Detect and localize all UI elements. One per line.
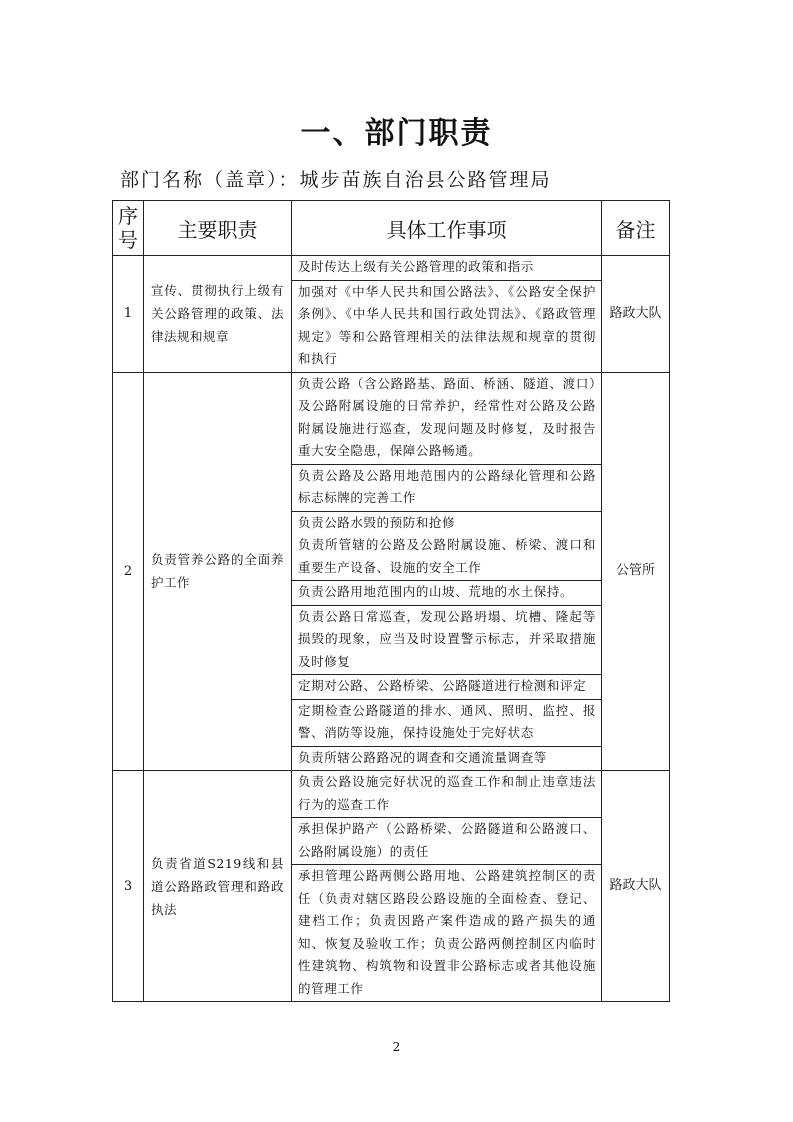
header-seq: 序号: [113, 201, 144, 256]
table-header-row: [113, 201, 670, 256]
table-row: [113, 256, 670, 373]
note: 路政大队: [602, 256, 670, 373]
main-duty: 负责管养公路的全面养护工作: [144, 372, 292, 771]
header-note: 备注: [602, 201, 670, 256]
detail-item: 加强对《中华人民共和国公路法》、《公路安全保护条例》、《中华人民共和国行政处罚法》、《路政管理规定》等和公路管理相关的法律法规和规章的贯彻和执行: [298, 283, 596, 366]
department-name: 部门名称（盖章）：城步苗族自治县公路管理局: [120, 169, 552, 191]
detail-item: 负责公路水毁的预防和抢修 负责所管辖的公路及公路附属设施、桥梁、渡口和重要生产设备、设施的安全工作: [292, 512, 601, 582]
detail-item: 承担管理公路两侧公路用地、公路建筑控制区的责任（负责对辖区路段公路设施的全面检查、登记、建档工作；负责因路产案件造成的路产损失的通知、恢复及验收工作；负责公路两侧控制区内临时性建筑物、构筑物和设置非公路标志或者其他设施的管理工作: [298, 868, 596, 996]
detail-item: 负责公路日常巡查，发现公路坍塌、坑槽、隆起等损毁的现象，应当及时设置警示标志，并采取措施及时修复: [292, 606, 601, 676]
detail-item: 负责公路及公路用地范围内的公路绿化管理和公路标志标牌的完善工作: [292, 465, 601, 512]
detail-cell: [292, 256, 602, 373]
detail-item: 承担保护路产（公路桥梁、公路隧道和公路渡口、公路附属设施）的责任: [292, 818, 601, 865]
page-number: 2: [392, 1040, 401, 1054]
duties-table: [112, 200, 670, 1002]
header-main-duty: 主要职责: [144, 201, 292, 256]
detail-item: 定期检查公路隧道的排水、通风、照明、监控、报警、消防等设施，保持设施处于完好状态: [292, 700, 601, 747]
table-row: [113, 372, 670, 771]
detail-item: 及时传达上级有关公路管理的政策和指示: [292, 256, 601, 281]
main-duty: 宣传、贯彻执行上级有关公路管理的政策、法律法规和规章: [144, 256, 292, 373]
detail-cell: [292, 372, 602, 771]
detail-cell: [292, 771, 602, 1002]
detail-item: 负责公路（含公路路基、路面、桥涵、隧道、渡口）及公路附属设施的日常养护，经常性对公路及公路附属设施进行巡查，发现问题及时修复，及时报告重大安全隐患，保障公路畅通。: [292, 373, 601, 465]
table-row: [113, 771, 670, 1002]
detail-item: 负责公路用地范围内的山坡、荒地的水土保持。: [292, 581, 601, 606]
row-number: 3: [113, 771, 144, 1002]
main-duty: 负责省道S219线和县道公路路政管理和路政执法: [144, 771, 292, 1002]
detail-item: 定期对公路、公路桥梁、公路隧道进行检测和评定: [292, 675, 601, 700]
note: 公管所: [602, 372, 670, 771]
page-title: 一、部门职责: [300, 116, 493, 151]
detail-item: 负责公路设施完好状况的巡查工作和制止违章违法行为的巡查工作: [292, 771, 601, 818]
row-number: 1: [113, 256, 144, 373]
header-detail: 具体工作事项: [292, 201, 602, 256]
detail-item: 负责所辖公路路况的调查和交通流量调查等: [298, 749, 547, 765]
note: 路政大队: [602, 771, 670, 1002]
row-number: 2: [113, 372, 144, 771]
